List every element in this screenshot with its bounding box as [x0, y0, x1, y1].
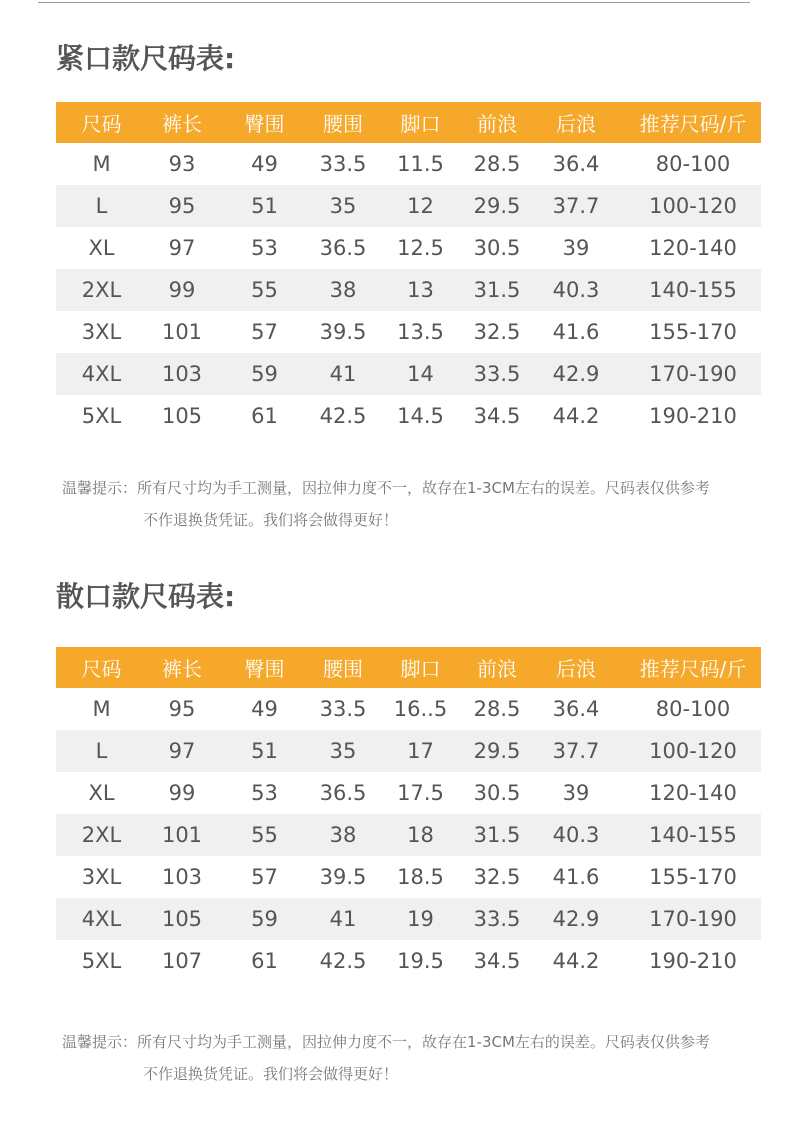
cell-hip: 53 [251, 236, 278, 260]
cell-leg-opening: 13.5 [397, 320, 444, 344]
column-header-recommended-weight: 推荐尺码/斤 [639, 112, 747, 136]
cell-length: 99 [168, 781, 196, 805]
cell-leg-opening: 11.5 [397, 152, 444, 176]
cell-waist: 39.5 [319, 865, 367, 889]
cell-recommended-weight: 80-100 [655, 152, 731, 176]
cell-waist: 41 [329, 362, 357, 386]
cell-back-rise: 37.7 [552, 739, 600, 763]
cell-size: 3XL [81, 865, 122, 889]
cell-size: 4XL [81, 362, 122, 386]
cell-length: 103 [161, 865, 203, 889]
column-header-hip: 臀围 [244, 112, 285, 136]
cell-back-rise: 40.3 [552, 823, 600, 847]
cell-leg-opening: 16..5 [393, 697, 448, 721]
cell-front-rise: 28.5 [473, 697, 521, 721]
cell-size: 5XL [81, 949, 122, 973]
table-row [56, 814, 761, 856]
note-line-1: 温馨提示：所有尺寸均为手工测量，因拉伸力度不一，故存在1-3CM左右的误差。尺码表仅供参考 [62, 1033, 710, 1051]
cell-hip: 53 [251, 781, 278, 805]
cell-size: XL [88, 781, 115, 805]
cell-recommended-weight: 170-190 [649, 362, 737, 386]
cell-recommended-weight: 155-170 [649, 320, 737, 344]
cell-front-rise: 33.5 [473, 362, 521, 386]
cell-front-rise: 32.5 [473, 320, 521, 344]
cell-recommended-weight: 170-190 [649, 907, 737, 931]
cell-hip: 57 [251, 320, 278, 344]
cell-leg-opening: 17.5 [397, 781, 444, 805]
cell-hip: 59 [251, 362, 278, 386]
cell-leg-opening: 18 [407, 823, 434, 847]
column-header-front-rise: 前浪 [477, 112, 517, 136]
column-header-back-rise: 后浪 [556, 112, 596, 136]
cell-size: 5XL [81, 404, 122, 428]
cell-recommended-weight: 80-100 [655, 697, 731, 721]
cell-length: 95 [168, 194, 196, 218]
cell-size: XL [88, 236, 115, 260]
table-row [56, 311, 761, 353]
cell-waist: 35 [329, 739, 357, 763]
cell-back-rise: 39 [562, 781, 590, 805]
note-line-2: 不作退换货凭证。我们将会做得更好！ [143, 1065, 399, 1083]
column-header-leg-opening: 脚口 [400, 657, 441, 681]
size-note [62, 472, 777, 536]
cell-recommended-weight: 190-210 [649, 404, 737, 428]
cell-back-rise: 42.9 [552, 907, 600, 931]
cell-length: 103 [161, 362, 203, 386]
column-header-front-rise: 前浪 [477, 657, 517, 681]
cell-recommended-weight: 190-210 [649, 949, 737, 973]
column-header-back-rise: 后浪 [556, 657, 596, 681]
column-header-recommended-weight: 推荐尺码/斤 [639, 657, 747, 681]
cell-size: M [92, 152, 111, 176]
cell-back-rise: 40.3 [552, 278, 600, 302]
cell-length: 101 [161, 823, 203, 847]
cell-front-rise: 32.5 [473, 865, 521, 889]
cell-length: 93 [168, 152, 196, 176]
cell-leg-opening: 14.5 [397, 404, 444, 428]
cell-size: 4XL [81, 907, 122, 931]
table-row [56, 940, 761, 982]
cell-waist: 42.5 [319, 949, 367, 973]
cell-waist: 35 [329, 194, 357, 218]
cell-waist: 36.5 [319, 236, 367, 260]
section-title-loose-cuff: 散口款尺码表: [56, 580, 236, 613]
cell-waist: 36.5 [319, 781, 367, 805]
table-row [56, 856, 761, 898]
note-line-1: 温馨提示：所有尺寸均为手工测量，因拉伸力度不一，故存在1-3CM左右的误差。尺码表仅供参考 [62, 479, 710, 497]
size-table-loose-cuff [56, 647, 761, 982]
cell-back-rise: 41.6 [552, 320, 600, 344]
size-table-tight-cuff [56, 102, 761, 437]
cell-leg-opening: 17 [407, 739, 434, 763]
cell-size: L [95, 739, 108, 763]
cell-waist: 41 [329, 907, 357, 931]
cell-recommended-weight: 120-140 [649, 236, 737, 260]
cell-back-rise: 36.4 [552, 152, 600, 176]
table-row [56, 898, 761, 940]
cell-length: 105 [161, 907, 203, 931]
table-row [56, 269, 761, 311]
cell-front-rise: 29.5 [473, 739, 521, 763]
cell-front-rise: 31.5 [473, 278, 521, 302]
table-row [56, 772, 761, 814]
cell-waist: 33.5 [319, 697, 367, 721]
column-header-size: 尺码 [81, 657, 122, 681]
cell-back-rise: 41.6 [552, 865, 600, 889]
cell-front-rise: 33.5 [473, 907, 521, 931]
cell-front-rise: 34.5 [473, 404, 521, 428]
cell-length: 101 [161, 320, 203, 344]
cell-front-rise: 31.5 [473, 823, 521, 847]
cell-length: 99 [168, 278, 196, 302]
table-row [56, 227, 761, 269]
cell-length: 105 [161, 404, 203, 428]
cell-leg-opening: 13 [407, 278, 434, 302]
column-header-size: 尺码 [81, 112, 122, 136]
cell-leg-opening: 19.5 [397, 949, 444, 973]
cell-hip: 49 [251, 697, 278, 721]
cell-front-rise: 29.5 [473, 194, 521, 218]
cell-size: 3XL [81, 320, 122, 344]
cell-back-rise: 36.4 [552, 697, 600, 721]
cell-hip: 61 [251, 404, 278, 428]
cell-recommended-weight: 155-170 [649, 865, 737, 889]
cell-leg-opening: 18.5 [397, 865, 444, 889]
cell-recommended-weight: 140-155 [649, 823, 737, 847]
table-row [56, 185, 761, 227]
table-row [56, 730, 761, 772]
cell-waist: 39.5 [319, 320, 367, 344]
cell-recommended-weight: 140-155 [649, 278, 737, 302]
column-header-leg-opening: 脚口 [400, 112, 441, 136]
cell-front-rise: 34.5 [473, 949, 521, 973]
cell-size: 2XL [81, 823, 122, 847]
table-header-row [56, 647, 761, 688]
cell-front-rise: 30.5 [473, 236, 521, 260]
cell-waist: 33.5 [319, 152, 367, 176]
cell-leg-opening: 14 [407, 362, 434, 386]
cell-back-rise: 44.2 [552, 949, 600, 973]
cell-hip: 51 [251, 739, 278, 763]
cell-length: 95 [168, 697, 196, 721]
note-line-2: 不作退换货凭证。我们将会做得更好！ [143, 511, 399, 529]
column-header-length: 裤长 [162, 657, 202, 681]
size-note [62, 1026, 777, 1090]
cell-waist: 38 [329, 278, 357, 302]
cell-recommended-weight: 120-140 [649, 781, 737, 805]
table-row [56, 143, 761, 185]
cell-size: L [95, 194, 108, 218]
cell-hip: 57 [251, 865, 278, 889]
top-divider [38, 2, 750, 3]
cell-recommended-weight: 100-120 [649, 739, 737, 763]
cell-back-rise: 42.9 [552, 362, 600, 386]
column-header-waist: 腰围 [323, 657, 363, 681]
cell-size: M [92, 697, 111, 721]
cell-hip: 61 [251, 949, 278, 973]
cell-back-rise: 37.7 [552, 194, 600, 218]
cell-hip: 55 [251, 278, 278, 302]
table-row [56, 688, 761, 730]
cell-length: 97 [168, 236, 196, 260]
column-header-length: 裤长 [162, 112, 202, 136]
table-header-row [56, 102, 761, 143]
cell-back-rise: 39 [562, 236, 590, 260]
section-title-tight-cuff: 紧口款尺码表: [56, 42, 236, 75]
cell-front-rise: 28.5 [473, 152, 521, 176]
cell-hip: 55 [251, 823, 278, 847]
cell-length: 97 [168, 739, 196, 763]
column-header-waist: 腰围 [323, 112, 363, 136]
cell-hip: 59 [251, 907, 278, 931]
cell-size: 2XL [81, 278, 122, 302]
cell-hip: 51 [251, 194, 278, 218]
cell-front-rise: 30.5 [473, 781, 521, 805]
table-row [56, 395, 761, 437]
cell-leg-opening: 12.5 [397, 236, 444, 260]
cell-leg-opening: 19 [407, 907, 434, 931]
cell-back-rise: 44.2 [552, 404, 600, 428]
column-header-hip: 臀围 [244, 657, 285, 681]
cell-hip: 49 [251, 152, 278, 176]
cell-length: 107 [161, 949, 203, 973]
table-row [56, 353, 761, 395]
cell-waist: 42.5 [319, 404, 367, 428]
cell-leg-opening: 12 [407, 194, 434, 218]
cell-recommended-weight: 100-120 [649, 194, 737, 218]
cell-waist: 38 [329, 823, 357, 847]
